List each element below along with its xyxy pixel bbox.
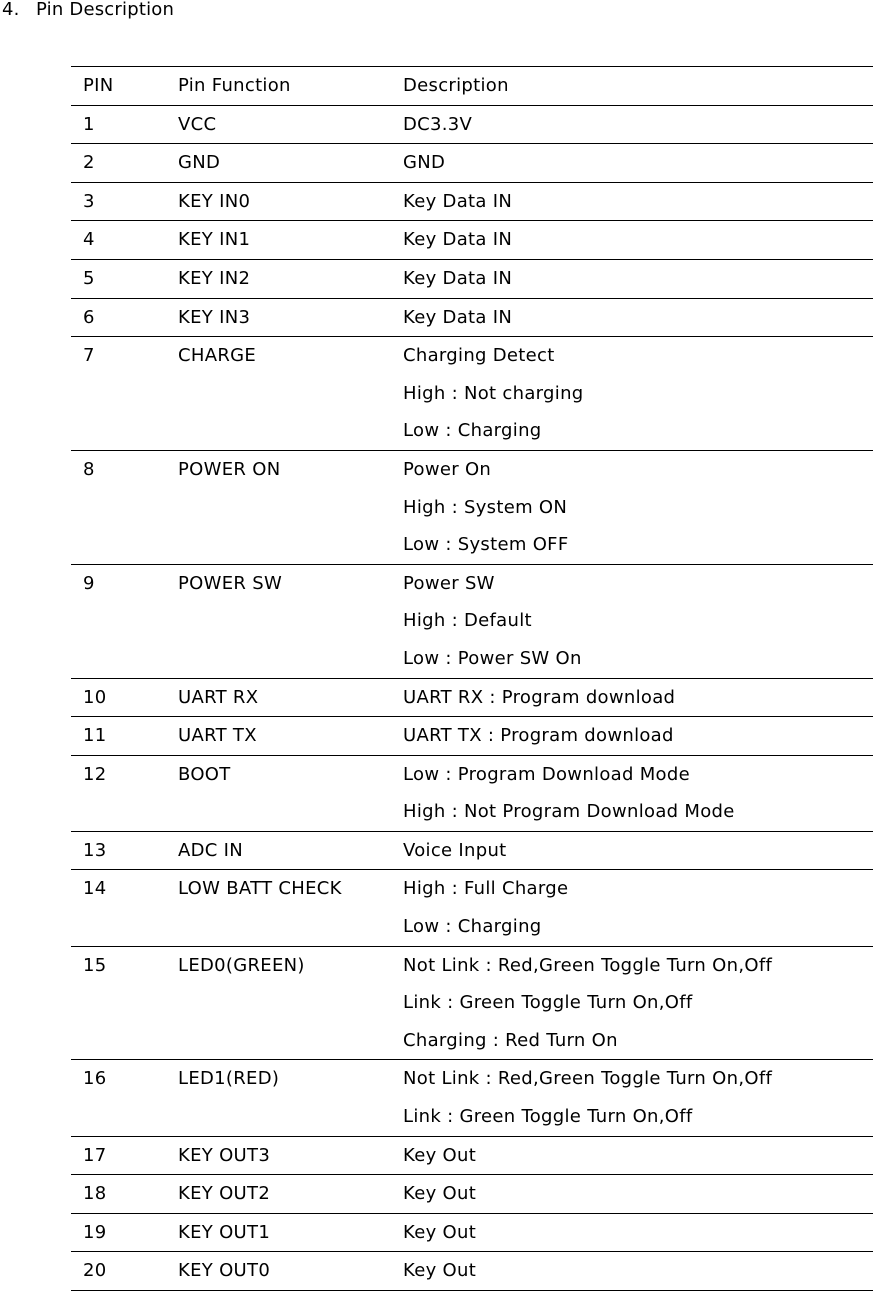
pin-function: KEY OUT1 <box>166 1213 391 1252</box>
table-row <box>71 337 873 451</box>
header-description: Description <box>391 67 873 106</box>
pin-function: KEY OUT2 <box>166 1175 391 1214</box>
pin-function: LED1(RED) <box>166 1060 391 1136</box>
description-line: Not Link : Red,Green Toggle Turn On,Off <box>403 954 773 976</box>
description-line: Key Out <box>403 1221 477 1243</box>
pin-function: GND <box>166 144 391 183</box>
table-row <box>71 298 873 337</box>
description-line: Low : Charging <box>403 420 542 442</box>
table-row <box>71 221 873 260</box>
pin-number: 18 <box>71 1175 166 1214</box>
description-line: Low : Power SW On <box>403 647 582 669</box>
table-row <box>71 1060 873 1136</box>
pin-description <box>391 337 873 451</box>
pin-description <box>391 1060 873 1136</box>
pin-function: VCC <box>166 105 391 144</box>
pin-function: UART TX <box>166 717 391 756</box>
table-row <box>71 870 873 946</box>
pin-function: KEY IN1 <box>166 221 391 260</box>
table-row <box>71 831 873 870</box>
pin-number: 1 <box>71 105 166 144</box>
pin-number: 4 <box>71 221 166 260</box>
pin-function: CHARGE <box>166 337 391 451</box>
pin-number: 6 <box>71 298 166 337</box>
pin-function: KEY IN3 <box>166 298 391 337</box>
pin-function: KEY OUT3 <box>166 1136 391 1175</box>
description-line: Charging : Red Turn On <box>403 1029 618 1051</box>
table-row <box>71 450 873 564</box>
pin-function: KEY OUT0 <box>166 1252 391 1291</box>
description-line: GND <box>403 152 446 174</box>
section-title: Pin Description <box>36 0 175 20</box>
description-line: Key Out <box>403 1183 477 1205</box>
description-line: High : Default <box>403 610 532 632</box>
description-line: High : Not Program Download Mode <box>403 801 735 823</box>
pin-number: 17 <box>71 1136 166 1175</box>
pin-number: 7 <box>71 337 166 451</box>
table-row <box>71 564 873 678</box>
description-line: Power SW <box>403 572 495 594</box>
pin-description <box>391 144 873 183</box>
pin-number: 5 <box>71 259 166 298</box>
table-row <box>71 1252 873 1291</box>
pin-description <box>391 1252 873 1291</box>
table-row <box>71 144 873 183</box>
table-row <box>71 946 873 1060</box>
description-line: Power On <box>403 458 492 480</box>
section-heading <box>2 0 174 20</box>
description-line: Link : Green Toggle Turn On,Off <box>403 992 693 1014</box>
table-row <box>71 717 873 756</box>
pin-description <box>391 1213 873 1252</box>
pin-description <box>391 298 873 337</box>
pin-description <box>391 182 873 221</box>
pin-description <box>391 1136 873 1175</box>
pin-function: POWER ON <box>166 450 391 564</box>
description-line: UART TX : Program download <box>403 725 674 747</box>
pin-number: 13 <box>71 831 166 870</box>
description-line: Key Out <box>403 1144 477 1166</box>
pin-number: 12 <box>71 755 166 831</box>
pin-number: 9 <box>71 564 166 678</box>
description-line: High : Not charging <box>403 382 584 404</box>
pin-description <box>391 946 873 1060</box>
table-row <box>71 105 873 144</box>
description-line: Key Data IN <box>403 306 513 328</box>
description-line: High : Full Charge <box>403 878 569 900</box>
pin-number: 15 <box>71 946 166 1060</box>
pin-function: UART RX <box>166 678 391 717</box>
pin-description <box>391 259 873 298</box>
table-row <box>71 755 873 831</box>
pin-description <box>391 717 873 756</box>
description-line: Key Out <box>403 1260 477 1282</box>
pin-function: LOW BATT CHECK <box>166 870 391 946</box>
pin-description <box>391 678 873 717</box>
table-header-row <box>71 67 873 106</box>
table-row <box>71 1213 873 1252</box>
pin-number: 10 <box>71 678 166 717</box>
description-line: Key Data IN <box>403 267 513 289</box>
description-line: Key Data IN <box>403 190 513 212</box>
table-row <box>71 678 873 717</box>
pin-function: LED0(GREEN) <box>166 946 391 1060</box>
pin-number: 2 <box>71 144 166 183</box>
header-pin-function: Pin Function <box>166 67 391 106</box>
section-number: 4. <box>2 0 20 20</box>
pin-number: 3 <box>71 182 166 221</box>
pin-description <box>391 564 873 678</box>
pin-function: ADC IN <box>166 831 391 870</box>
description-line: Not Link : Red,Green Toggle Turn On,Off <box>403 1068 773 1090</box>
description-line: Low : Charging <box>403 916 542 938</box>
pin-function: POWER SW <box>166 564 391 678</box>
table-row <box>71 182 873 221</box>
table-row <box>71 1136 873 1175</box>
pin-description <box>391 831 873 870</box>
pin-description <box>391 105 873 144</box>
description-line: Key Data IN <box>403 229 513 251</box>
description-line: Low : System OFF <box>403 534 569 556</box>
description-line: Link : Green Toggle Turn On,Off <box>403 1106 693 1128</box>
description-line: High : System ON <box>403 496 568 518</box>
pin-description-table <box>71 66 873 1291</box>
pin-description <box>391 755 873 831</box>
description-line: UART RX : Program download <box>403 686 676 708</box>
pin-number: 11 <box>71 717 166 756</box>
pin-function: BOOT <box>166 755 391 831</box>
table-row <box>71 259 873 298</box>
description-line: Charging Detect <box>403 345 555 367</box>
description-line: DC3.3V <box>403 113 473 135</box>
pin-function: KEY IN2 <box>166 259 391 298</box>
pin-number: 20 <box>71 1252 166 1291</box>
pin-number: 16 <box>71 1060 166 1136</box>
pin-number: 19 <box>71 1213 166 1252</box>
pin-number: 14 <box>71 870 166 946</box>
table-row <box>71 1175 873 1214</box>
header-pin: PIN <box>71 67 166 106</box>
pin-function: KEY IN0 <box>166 182 391 221</box>
description-line: Low : Program Download Mode <box>403 763 690 785</box>
pin-number: 8 <box>71 450 166 564</box>
pin-description <box>391 1175 873 1214</box>
pin-description <box>391 450 873 564</box>
pin-description <box>391 870 873 946</box>
description-line: Voice Input <box>403 839 507 861</box>
pin-description <box>391 221 873 260</box>
